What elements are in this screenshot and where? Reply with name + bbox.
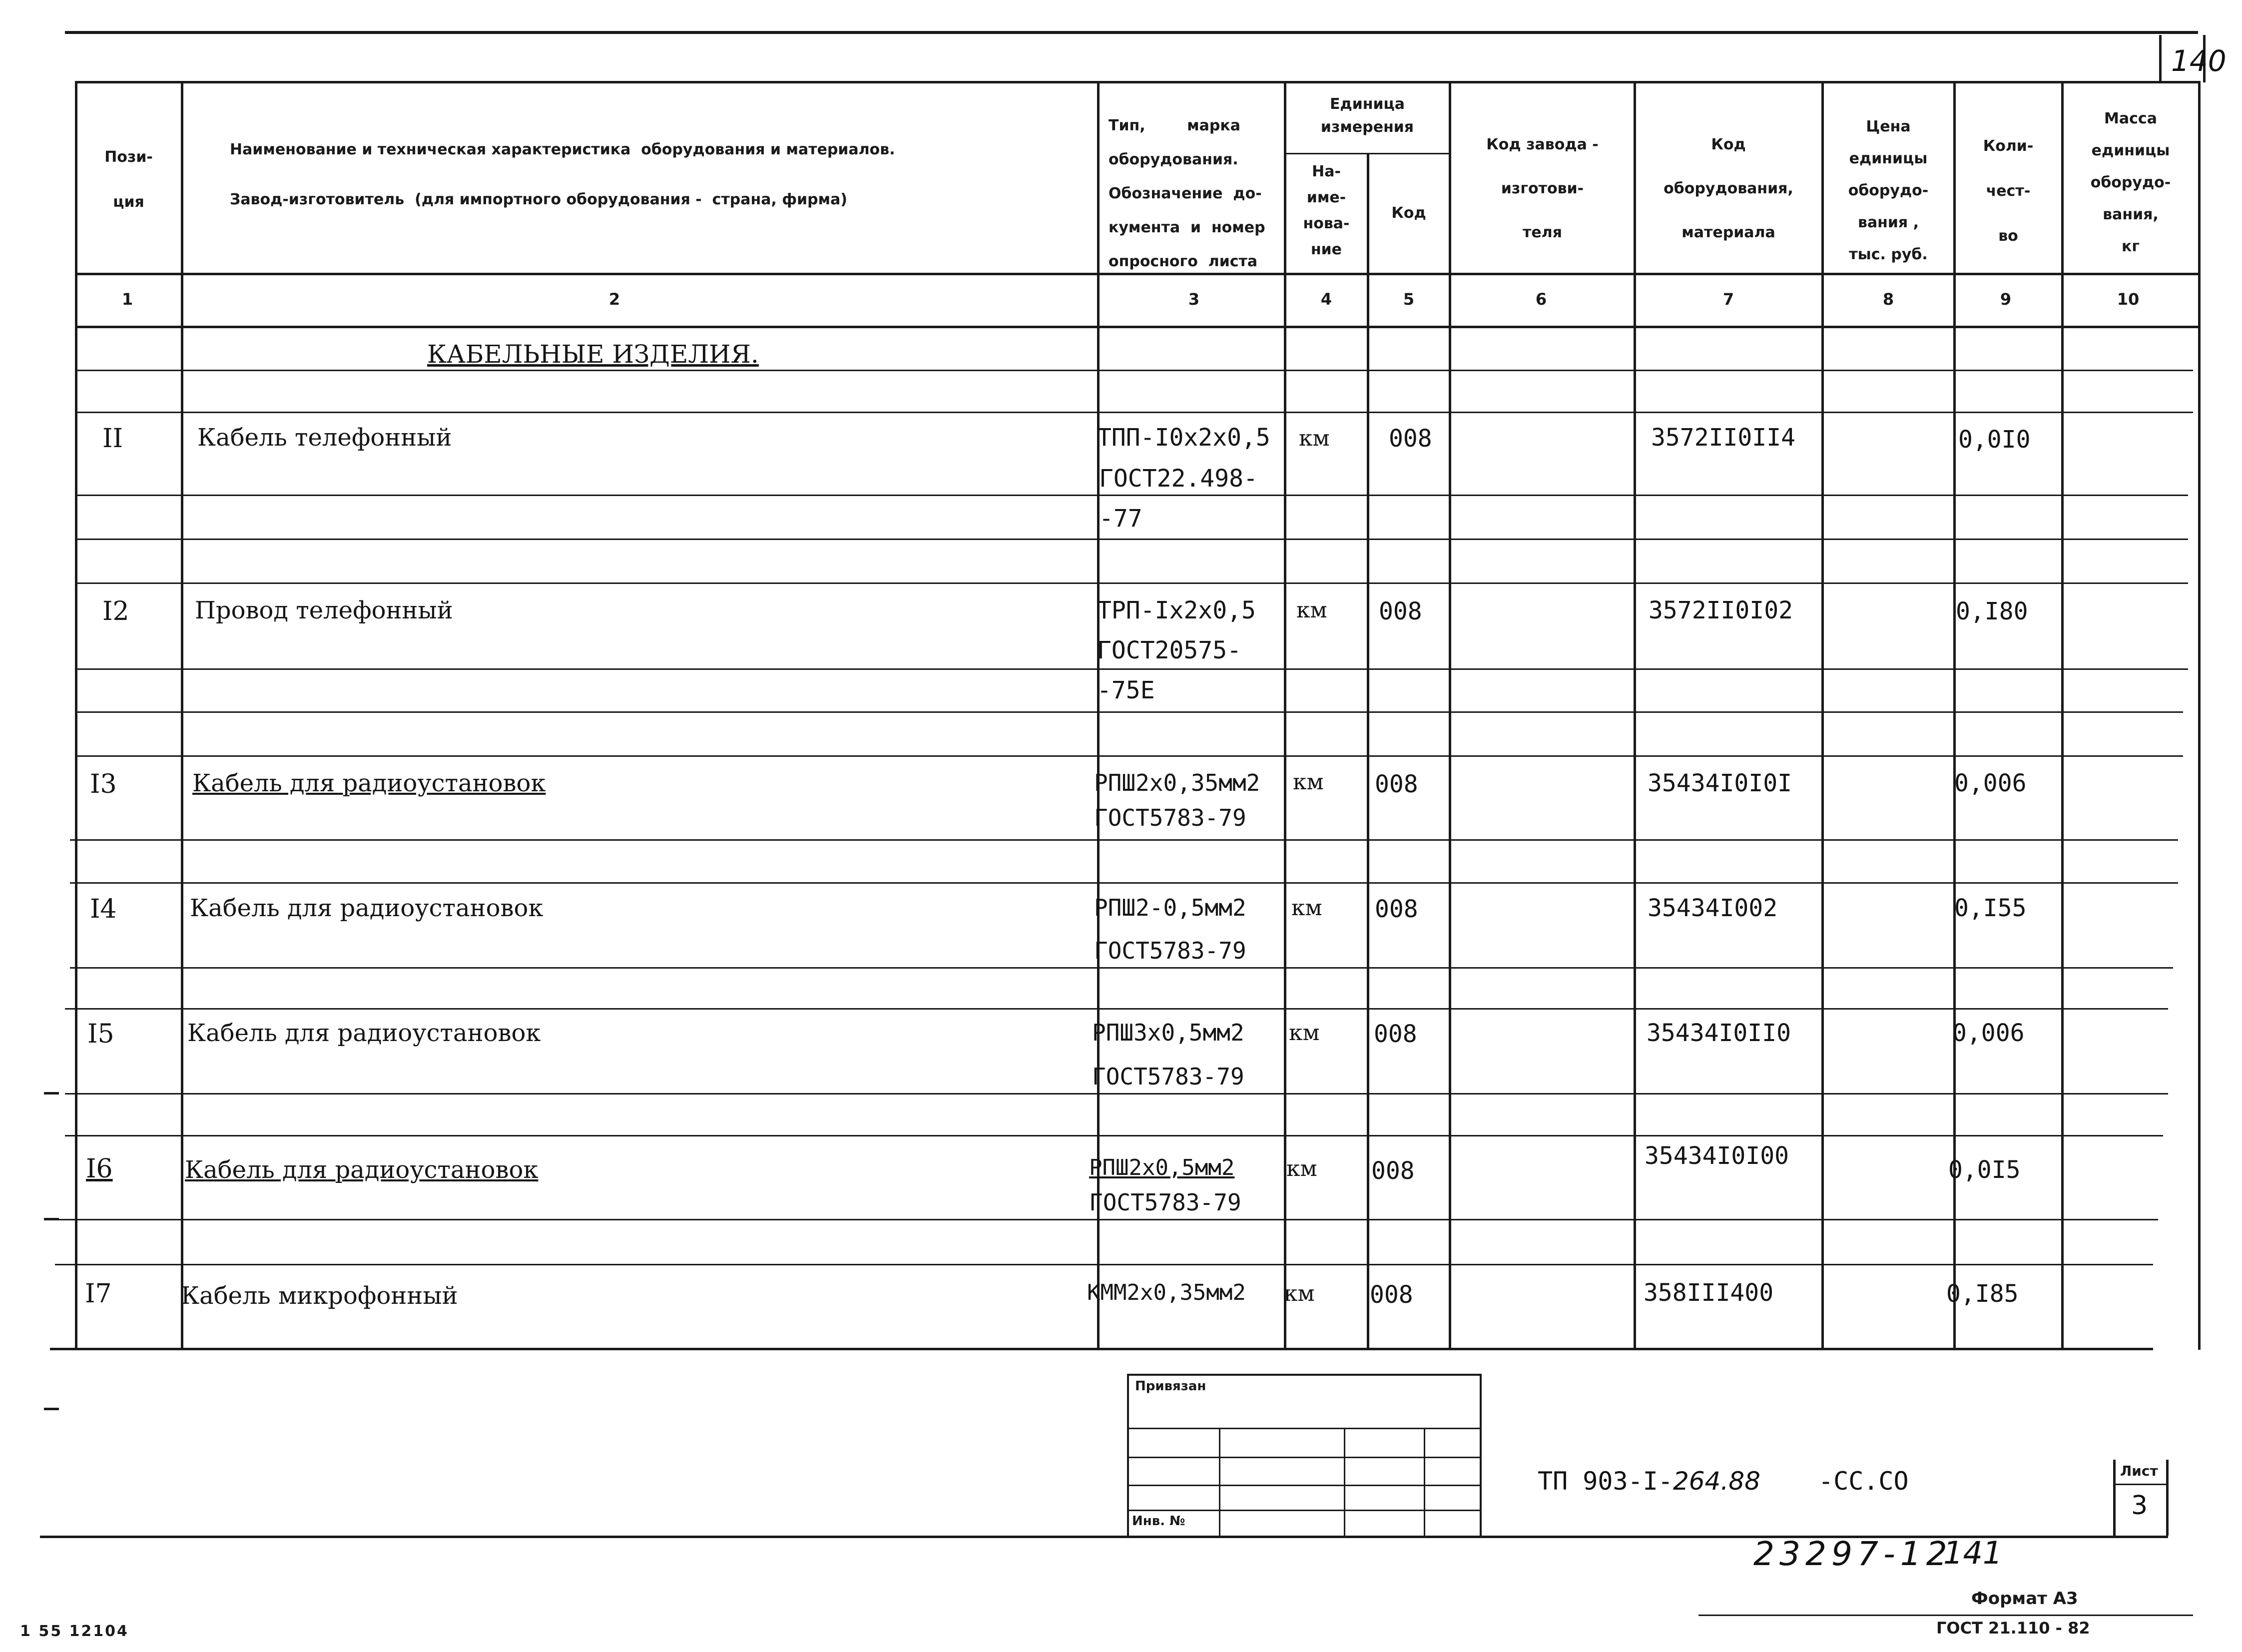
- row-unit: км: [1284, 1281, 1315, 1306]
- header-type: Тип, марка оборудования. Обозначение до- кумента и номер опросного листа: [1109, 117, 1265, 270]
- row-material-code: 35434I0II0: [1647, 1019, 1791, 1047]
- row-line: [65, 1093, 2168, 1095]
- row-type-line: ТПП-I0x2x0,5: [1097, 424, 1270, 452]
- sheet-box-right: [2166, 1460, 2169, 1536]
- row-line: [75, 668, 2188, 670]
- row-quantity: 0,0I5: [1948, 1156, 2021, 1184]
- row-type-line: РПШ3х0,5мм2: [1092, 1019, 1244, 1046]
- col-border: [1449, 81, 1451, 1350]
- page-box-left: [2159, 35, 2162, 82]
- footer-rule: [1698, 1615, 2193, 1616]
- row-line: [75, 755, 2183, 757]
- designation-handwritten: 264.88: [1673, 1467, 1760, 1496]
- row-line: [75, 495, 2188, 496]
- designation-suffix: -СС.СО: [1818, 1467, 1909, 1496]
- row-unit: км: [1299, 426, 1330, 451]
- row-material-code: 35434I0I0I: [1648, 769, 1792, 797]
- header-unit-code: Код: [1391, 204, 1426, 222]
- col-number: 10: [2117, 290, 2140, 309]
- stamp-line: [1127, 1510, 1482, 1511]
- col-number: 9: [2000, 290, 2012, 309]
- row-unit-code: 008: [1370, 1281, 1413, 1309]
- margin-tick: [44, 1408, 59, 1410]
- row-type-line: РПШ2х0,35мм2: [1094, 769, 1260, 796]
- row-unit: км: [1286, 1156, 1317, 1181]
- stamp-line: [1127, 1457, 1482, 1458]
- row-unit: км: [1291, 895, 1322, 921]
- row-material-code: 3572II0I02: [1649, 596, 1793, 624]
- row-material-code: 35434I002: [1648, 894, 1778, 922]
- col-border: [75, 81, 77, 1350]
- header-unit-name: На- име- нова- ние: [1303, 163, 1350, 258]
- row-quantity: 0,0I0: [1958, 426, 2031, 454]
- header-quantity: Коли- чест- во: [1983, 137, 2034, 245]
- sheet-box-divider: [2113, 1484, 2168, 1485]
- format-label: Формат А3: [1971, 1589, 2078, 1609]
- row-line: [70, 839, 2178, 841]
- row-unit-code: 008: [1375, 895, 1418, 923]
- page-number-handwritten: 140: [2171, 44, 2227, 78]
- stamp-line: [1127, 1485, 1482, 1486]
- row-unit: км: [1293, 769, 1324, 795]
- col-number: 6: [1535, 290, 1547, 309]
- col-border: [181, 81, 183, 1350]
- row-type-line: -77: [1099, 505, 1142, 533]
- row-name: Кабель для радиоустановок: [192, 769, 546, 797]
- designation-printed: ТП 903-I-: [1538, 1467, 1673, 1496]
- stamp-col: [1480, 1374, 1482, 1536]
- row-name: Кабель микрофонный: [181, 1282, 458, 1310]
- row-unit-code: 008: [1375, 770, 1418, 798]
- stamp-col: [1424, 1428, 1425, 1536]
- header-unit: Единица измерения: [1320, 95, 1414, 136]
- sheet-box-left: [2113, 1460, 2116, 1536]
- stamp-col: [1127, 1374, 1129, 1536]
- row-quantity: 0,I80: [1956, 597, 2028, 625]
- row-material-code: 358III400: [1644, 1279, 1774, 1307]
- row-line: [65, 1008, 2168, 1010]
- gost-label: ГОСТ 21.110 - 82: [1936, 1619, 2090, 1638]
- row-position: I6: [86, 1154, 113, 1184]
- row-name: Кабель для радиоустановок: [190, 894, 544, 922]
- numbers-row-bottom: [75, 326, 2198, 328]
- row-material-code: 3572II0II4: [1651, 424, 1795, 452]
- row-line: [75, 539, 2188, 540]
- row-unit: км: [1289, 1020, 1320, 1046]
- col-number: 2: [608, 290, 620, 309]
- row-name: Кабель для радиоустановок: [187, 1019, 541, 1047]
- print-code: 1 55 12104: [20, 1623, 129, 1640]
- row-position: I7: [85, 1279, 112, 1309]
- row-type-line: ГОСТ5783-79: [1089, 1189, 1241, 1216]
- stamp-col: [1219, 1428, 1220, 1536]
- row-quantity: 0,I55: [1954, 894, 2027, 922]
- row-unit-code: 008: [1379, 597, 1422, 625]
- header-factory-code: Код завода - изготови- теля: [1486, 136, 1599, 241]
- row-type-line: -75Е: [1097, 676, 1155, 704]
- table-top-border: [75, 81, 2198, 83]
- row-type-line: ГОСТ5783-79: [1092, 1063, 1244, 1090]
- col-number: 3: [1188, 290, 1200, 309]
- row-line: [55, 1219, 2158, 1220]
- row-type-line: ГОСТ5783-79: [1094, 804, 1246, 831]
- col-number: 5: [1403, 290, 1415, 309]
- row-type-line: РПШ2х0,5мм2: [1089, 1155, 1235, 1180]
- row-position: I4: [90, 894, 117, 924]
- inv-number-label: Инв. №: [1132, 1514, 1185, 1529]
- col-border: [1634, 81, 1636, 1350]
- row-line: [65, 1135, 2163, 1136]
- header-position: Пози- ция: [104, 148, 153, 211]
- row-position: I3: [90, 769, 117, 799]
- row-name: Кабель телефонный: [197, 424, 452, 452]
- col-border: [1821, 81, 1824, 1350]
- col-border: [1367, 153, 1369, 1350]
- unit-header-divider: [1284, 153, 1449, 154]
- row-type-line: ГОСТ20575-: [1097, 636, 1241, 664]
- row-unit-code: 008: [1371, 1157, 1415, 1185]
- row-line: [75, 370, 2193, 371]
- row-unit-code: 008: [1374, 1020, 1417, 1048]
- stamp-col: [1344, 1428, 1345, 1536]
- row-line: [70, 882, 2178, 884]
- row-line: [75, 412, 2193, 413]
- col-number: 4: [1320, 290, 1332, 309]
- row-line: [75, 711, 2183, 713]
- sheet-label: Лист: [2120, 1463, 2158, 1479]
- sheet-number: 3: [2131, 1491, 2148, 1521]
- row-quantity: 0,006: [1954, 769, 2027, 797]
- row-unit: км: [1296, 597, 1327, 623]
- col-number: 1: [121, 290, 133, 309]
- document-designation: [1538, 1467, 1760, 1496]
- header-mass: Масса единицы оборудо- вания, кг: [2090, 110, 2171, 255]
- row-position: I5: [87, 1019, 114, 1049]
- row-line: [70, 967, 2173, 969]
- col-border: [2061, 81, 2064, 1350]
- row-quantity: 0,006: [1952, 1019, 2025, 1047]
- table-bottom-border: [50, 1348, 2153, 1350]
- row-name: Провод телефонный: [195, 596, 453, 624]
- archive-number: 23297-12: [1753, 1535, 1952, 1573]
- margin-tick: [44, 1218, 59, 1220]
- row-material-code: 35434I0I00: [1645, 1142, 1789, 1170]
- row-type-line: ГОСТ5783-79: [1094, 937, 1246, 964]
- top-rule: [65, 31, 2198, 34]
- header-price: Цена единицы оборудо- вания , тыс. руб.: [1848, 118, 1929, 263]
- privyazan-label: Привязан: [1135, 1379, 1206, 1394]
- row-type-line: КММ2х0,35мм2: [1087, 1280, 1246, 1305]
- col-number: 8: [1882, 290, 1894, 309]
- row-line: [75, 582, 2188, 584]
- header-name: Наименование и техническая характеристика оборудования и материалов. Завод-изготовитель (для импортного оборудования - страна, фирма): [230, 141, 895, 208]
- margin-tick: [44, 1092, 59, 1095]
- archive-page: 141: [1943, 1535, 2003, 1571]
- row-unit-code: 008: [1389, 425, 1432, 453]
- stamp-line: [1127, 1428, 1482, 1429]
- row-type-line: РПШ2-0,5мм2: [1094, 894, 1246, 921]
- row-position: I2: [102, 596, 129, 626]
- row-quantity: 0,I85: [1946, 1280, 2019, 1308]
- row-line: [55, 1264, 2153, 1265]
- header-material-code: Код оборудования, материала: [1664, 136, 1793, 241]
- row-type-line: ГОСТ22.498-: [1099, 465, 1258, 493]
- col-number: 7: [1722, 290, 1734, 309]
- section-title: КАБЕЛЬНЫЕ ИЗДЕЛИЯ.: [427, 340, 759, 369]
- row-name: Кабель для радиоустановок: [185, 1156, 539, 1184]
- row-position: II: [102, 424, 123, 454]
- row-type-line: ТРП-Iх2х0,5: [1097, 596, 1256, 624]
- stamp-line: [1127, 1374, 1482, 1376]
- col-border: [2198, 81, 2201, 1350]
